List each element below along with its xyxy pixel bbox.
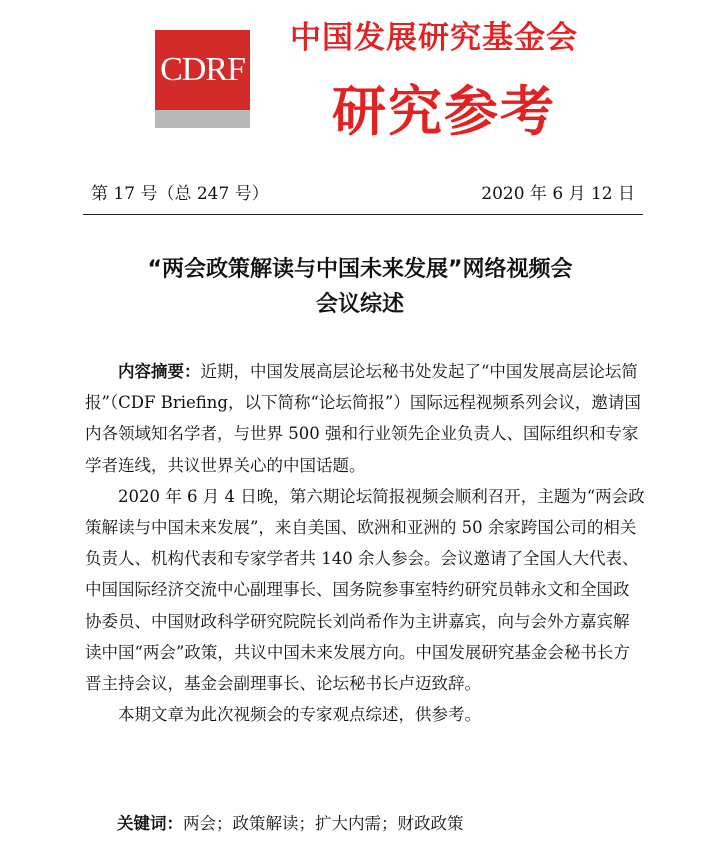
- header-divider: [83, 214, 643, 215]
- title-line-2: 会议综述: [315, 292, 404, 317]
- abstract-label: 内容摘要：: [118, 362, 201, 381]
- abstract-text: 近期，中国发展高层论坛秘书处发起了“中国发展高层论坛简报”（CDF Briefing，以下简称“论坛简报”）国际远程视频系列会议，邀请国内各领域知名学者，与世界 500 强和行业领先企业负责人、国际组织和专家学者连线，共议世界关心的中国话题。: [85, 362, 641, 475]
- issue-date: 2020 年 6 月 12 日: [481, 184, 635, 204]
- keywords-text: 两会；政策解读；扩大内需；财政政策: [183, 814, 464, 833]
- keywords-label: 关键词：: [117, 814, 183, 833]
- keywords-line: [117, 810, 464, 838]
- body-paragraph-2: 2020 年 6 月 4 日晚，第六期论坛简报视频会顺利召开，主题为“两会政策解读与中国未来发展”，来自美国、欧洲和亚洲的 50 余家跨国公司的相关负责人、机构代表和专家学者共 140 余人参会。会议邀请了全国人大代表、中国国际经济交流中心副理事长、国务院参事室特约研究员韩永文和全国政协委员、中国财政科学研究院院长刘尚希作为主讲嘉宾，向与会外方嘉宾解读中国“两会”政策，共议中国未来发展方向。中国发展研究基金会秘书长方晋主持会议，基金会副理事长、论坛秘书长卢迈致辞。: [85, 486, 645, 694]
- organization-name: 中国发展研究基金会: [290, 20, 578, 56]
- body-paragraph-3: 本期文章为此次视频会的专家观点综述，供参考。: [118, 705, 481, 725]
- logo-red-block: [155, 30, 250, 110]
- cdrf-logo: [155, 30, 250, 128]
- logo-gray-bar: [155, 110, 250, 128]
- abstract-paragraph: [85, 356, 645, 481]
- issue-number: 第 17 号（总 247 号）: [91, 184, 269, 204]
- article-title: [60, 252, 660, 322]
- title-line-1: “两会政策解读与中国未来发展”网络视频会: [147, 257, 573, 282]
- logo-text: CDRF: [160, 51, 245, 88]
- publication-name: 研究参考: [332, 80, 556, 143]
- article-body: [85, 356, 645, 730]
